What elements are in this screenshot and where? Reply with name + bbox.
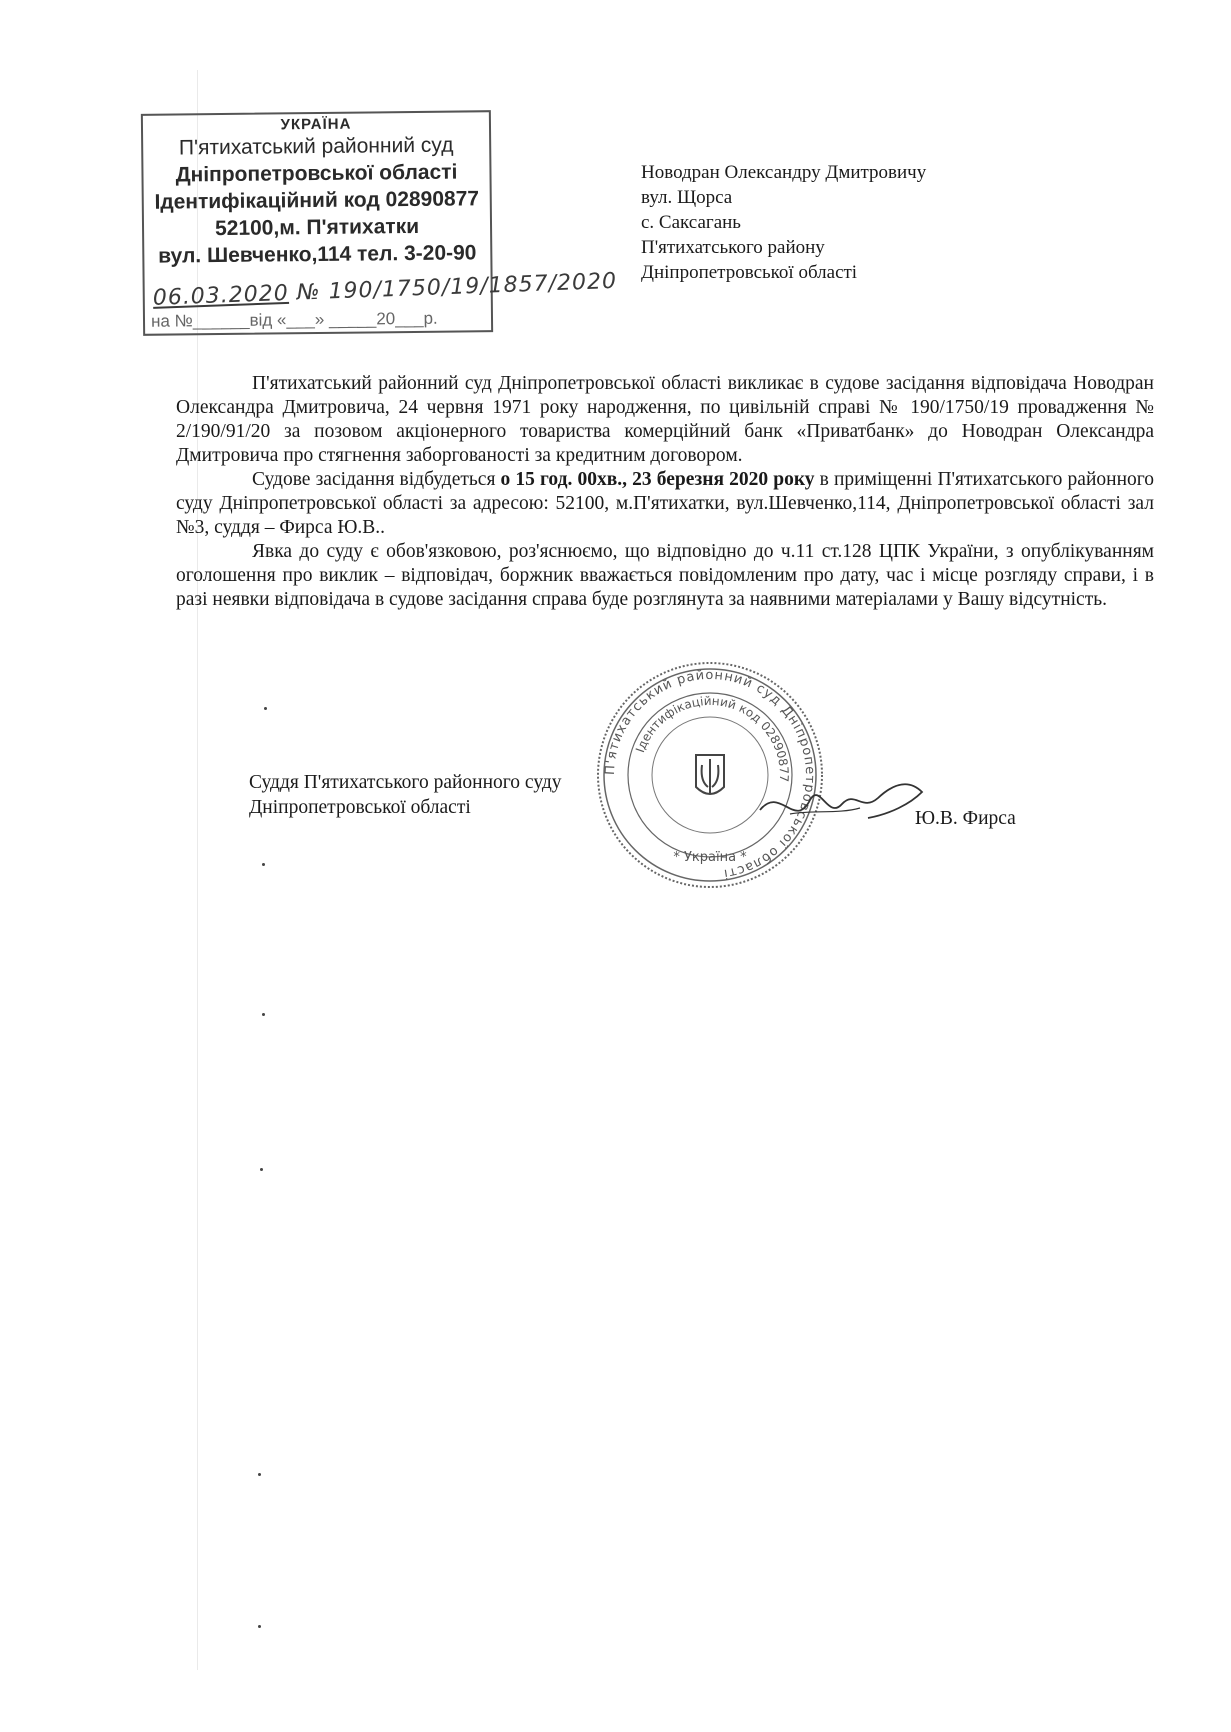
scan-speck (264, 707, 267, 710)
hearing-datetime: о 15 год. 00хв., 23 березня 2020 року (500, 469, 815, 490)
hearing-intro: Судове засідання відбудеться (252, 469, 496, 490)
stamp-city: 52100,м. П'ятихатки (214, 214, 420, 241)
judge-title-line2: Дніпропетровської області (249, 797, 471, 818)
addressee-block (641, 160, 1121, 285)
stamp-country: УКРАЇНА (280, 115, 352, 134)
addressee-village: с. Саксагань (641, 212, 741, 233)
scan-speck (262, 863, 265, 866)
stamp-registration (152, 269, 623, 311)
paragraph-hearing (176, 468, 1154, 540)
hearing-location: в приміщенні П'ятихатського районного суду Дніпропетровської області за адресою: 52100, м.П'ятихатки, вул.Шевченко,114, Дніпропетровської області зал №3, суддя – Фирса Ю.В.. (176, 469, 1155, 538)
stamp-reg-number: № 190/1750/19/1857/2020 (296, 268, 618, 306)
scan-speck (262, 1013, 265, 1016)
trident-emblem-icon (696, 755, 724, 794)
addressee-street: вул. Щорса (641, 187, 733, 208)
scan-speck (258, 1625, 261, 1628)
paragraph-attendance: Явка до суду є обов'язковою, роз'яснюємо, що відповідно до ч.11 ст.128 ЦПК України, з опублікуванням оголошення про виклик – відповідач, боржник вважається повідомленим про дату, час і місце розгляду справи, і в разі неявки відповідача в судове засідання справа буде розглянута за наявними матеріалами у Вашу відсутність. (176, 541, 1154, 610)
stamp-reference-line: на №______від «___» _____20___р. (150, 308, 438, 331)
stamp-region: Дніпропетровської області (175, 160, 458, 187)
addressee-district: П'ятихатського району (641, 237, 825, 258)
paragraph-summons: П'ятихатський районний суд Дніпропетровської області викликає в судове засідання відповідача Новодран Олександра Дмитровича, 24 червня 1971 року народження, по цивільній справі № 190/1750/19 провадження № 2/190/91/20 за позовом акціонерного товариства комерційний банк «Приватбанк» до Новодран Олександра Дмитровича про стягнення заборгованості за кредитним договором. (176, 373, 1154, 466)
letter-body (176, 372, 1154, 612)
seal-bottom-text: * Україна * (673, 850, 747, 865)
seal-inner-text: Ідентифікаційний код 02890877 (633, 693, 792, 783)
stamp-reg-date: 06.03.2020 (152, 280, 290, 311)
seal-outer-text: П'ятихатський районний суд Дніпропетровської області (602, 667, 818, 882)
judge-title (249, 770, 562, 820)
judge-title-line1: Суддя П'ятихатського районного суду (249, 772, 562, 793)
stamp-court: П'ятихатський районний суд (178, 133, 454, 160)
stamp-id-code: Ідентифікаційний код 02890877 (154, 187, 480, 214)
court-corner-stamp (141, 110, 618, 336)
scan-speck (258, 1473, 261, 1476)
addressee-name: Новодран Олександру Дмитровичу (641, 162, 927, 183)
judge-name: Ю.В. Фирса (915, 808, 1016, 829)
scan-speck (260, 1168, 263, 1171)
handwritten-signature (750, 770, 930, 840)
addressee-region: Дніпропетровської області (641, 262, 858, 283)
stamp-street: вул. Шевченко,114 тел. 3-20-90 (158, 241, 477, 268)
